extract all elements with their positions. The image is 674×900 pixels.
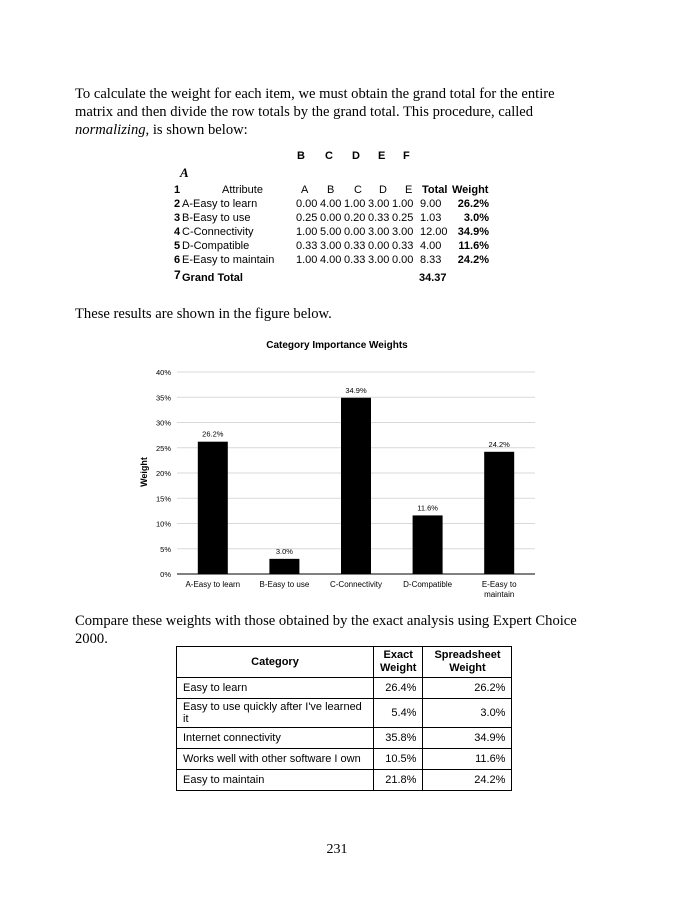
- header-exact-weight: [374, 647, 423, 678]
- chart-bar: [484, 452, 514, 574]
- comparison-category-cell: Easy to learn: [177, 678, 374, 699]
- sheet-row-total: 12.00: [420, 226, 448, 238]
- chart-category-label: D-Compatible: [403, 580, 453, 589]
- intro-paragraph: [75, 85, 595, 139]
- chart-category-label: E-Easy to: [481, 580, 517, 589]
- sheet-col-letter-c: C: [325, 150, 333, 162]
- sheet-row-value: 0.33: [392, 240, 414, 252]
- comparison-header-row: [177, 647, 512, 678]
- sheet-row-value: 0.33: [368, 212, 390, 224]
- sheet-row-value: 3.00: [392, 226, 414, 238]
- sheet-row-value: 0.25: [296, 212, 318, 224]
- sheet-header-col-b: B: [327, 184, 335, 196]
- sheet-row-value: 4.00: [320, 198, 342, 210]
- chart-data-label: 11.6%: [417, 503, 438, 513]
- sheet-row-num: 3: [174, 212, 181, 224]
- chart-category-label: maintain: [484, 590, 515, 599]
- sheet-header-col-c: C: [354, 184, 362, 196]
- comparison-table: [176, 646, 512, 791]
- sheet-col-letter-a: A: [180, 165, 189, 180]
- sheet-row-value: 0.00: [320, 212, 342, 224]
- header-exact-line1: Exact: [383, 649, 413, 661]
- comparison-exact-cell: 35.8%: [374, 728, 423, 749]
- sheet-header-weight: Weight: [452, 184, 489, 196]
- chart-bar: [413, 515, 443, 574]
- sheet-row-value: 0.20: [344, 212, 366, 224]
- chart-category-label: A-Easy to learn: [185, 580, 241, 589]
- sheet-row-weight: 11.6%: [458, 240, 489, 252]
- sheet-row-value: 1.00: [344, 198, 366, 210]
- chart-category-label: B-Easy to use: [259, 580, 310, 589]
- chart-data-label: 24.2%: [488, 439, 510, 449]
- comparison-row: [177, 770, 512, 791]
- sheet-grand-label: Grand Total: [182, 272, 243, 284]
- sheet-row-value: 0.25: [392, 212, 414, 224]
- chart-data-label: 3.0%: [275, 546, 293, 556]
- intro-emphasis: normalizing: [75, 122, 146, 138]
- comparison-exact-cell: 5.4%: [374, 699, 423, 728]
- sheet-grand-value: 34.37: [419, 272, 447, 284]
- importance-weights-chart: [135, 336, 555, 606]
- sheet-header-attribute: Attribute: [222, 184, 263, 196]
- comparison-exact-cell: 26.4%: [374, 678, 423, 699]
- compare-paragraph: Compare these weights with those obtained by the exact analysis using Expert Choice 2000.: [75, 613, 577, 647]
- sheet-col-letter-b: B: [297, 150, 305, 162]
- header-category: Category: [177, 647, 374, 678]
- sheet-row-attribute: C-Connectivity: [182, 226, 254, 238]
- sheet-row-value: 3.00: [368, 254, 390, 266]
- sheet-row-attribute: E-Easy to maintain: [182, 254, 275, 266]
- comparison-row: [177, 749, 512, 770]
- comparison-category-cell: Easy to use quickly after I've learned it: [177, 699, 374, 728]
- chart-bars: [198, 398, 514, 574]
- chart-y-tick-label: 25%: [155, 443, 171, 453]
- chart-bar: [341, 398, 371, 574]
- comparison-category-cell: Easy to maintain: [177, 770, 374, 791]
- sheet-row-value: 0.00: [368, 240, 390, 252]
- chart-y-tick-label: 10%: [155, 519, 171, 529]
- sheet-row-value: 0.33: [344, 240, 366, 252]
- sheet-grand-row-num: 7: [174, 268, 181, 282]
- sheet-header-total: Total: [422, 184, 448, 196]
- comparison-spreadsheet-cell: 26.2%: [423, 678, 512, 699]
- sheet-row-total: 8.33: [420, 254, 442, 266]
- intro-text-before: To calculate the weight for each item, we must obtain the grand total for the entire matrix and then divide the row totals by the grand total. This procedure, called: [75, 86, 555, 120]
- comparison-category-cell: Internet connectivity: [177, 728, 374, 749]
- sheet-row-value: 3.00: [368, 198, 390, 210]
- comparison-body: [177, 678, 512, 791]
- sheet-row-value: 4.00: [320, 254, 342, 266]
- sheet-row-value: 1.00: [296, 254, 318, 266]
- comparison-exact-cell: 10.5%: [374, 749, 423, 770]
- header-spreadsheet-weight: [423, 647, 512, 678]
- sheet-row-num: 5: [174, 240, 181, 252]
- chart-category-label: C-Connectivity: [329, 580, 383, 589]
- chart-y-tick-label: 40%: [155, 368, 171, 377]
- sheet-col-letter-e: E: [378, 150, 386, 162]
- sheet-row-value: 0.33: [344, 254, 366, 266]
- sheet-header-col-e: E: [405, 184, 413, 196]
- sheet-col-letter-f: F: [403, 150, 410, 162]
- comparison-row: [177, 699, 512, 728]
- chart-y-axis-label: Weight: [139, 457, 149, 487]
- comparison-exact-cell: 21.8%: [374, 770, 423, 791]
- sheet-row-value: 0.00: [296, 198, 318, 210]
- sheet-row-attribute: A-Easy to learn: [182, 198, 258, 210]
- sheet-row-value: 0.33: [296, 240, 318, 252]
- sheet-row-attribute: D-Compatible: [182, 240, 250, 252]
- sheet-row-value: 3.00: [368, 226, 390, 238]
- sheet-header-row-num: 1: [174, 184, 181, 196]
- chart-bar: [198, 442, 228, 574]
- chart-y-tick-label: 15%: [155, 494, 171, 504]
- chart-bar: [269, 559, 299, 574]
- comparison-row: [177, 728, 512, 749]
- header-exact-line2: Weight: [380, 662, 417, 674]
- sheet-col-letter-d: D: [352, 150, 360, 162]
- chart-x-categories: [185, 580, 517, 599]
- sheet-row-total: 1.03: [420, 212, 442, 224]
- comparison-row: [177, 678, 512, 699]
- sheet-row-num: 6: [174, 254, 181, 266]
- chart-data-label: 34.9%: [345, 385, 367, 395]
- page-number: 231: [326, 842, 348, 857]
- sheet-row-value: 5.00: [320, 226, 342, 238]
- chart-y-tick-label: 20%: [155, 469, 171, 478]
- comparison-spreadsheet-cell: 34.9%: [423, 728, 512, 749]
- sheet-row-attribute: B-Easy to use: [182, 212, 251, 224]
- sheet-row-weight: 26.2%: [457, 198, 489, 210]
- chart-y-tick-label: 30%: [155, 418, 171, 428]
- comparison-category-cell: Works well with other software I own: [177, 749, 374, 770]
- comparison-spreadsheet-cell: 3.0%: [423, 699, 512, 728]
- sheet-row-value: 1.00: [392, 198, 414, 210]
- chart-data-label: 26.2%: [202, 429, 224, 439]
- chart-y-ticks: [156, 368, 171, 579]
- sheet-row-weight: 34.9%: [457, 226, 489, 238]
- sheet-row-num: 2: [174, 198, 181, 210]
- header-spreadsheet-line1: Spreadsheet: [434, 649, 501, 661]
- chart-y-tick-label: 0%: [160, 570, 171, 579]
- sheet-header-col-a: A: [301, 184, 309, 196]
- comparison-spreadsheet-cell: 24.2%: [423, 770, 512, 791]
- sheet-row-weight: 24.2%: [457, 254, 489, 266]
- sheet-row-value: 1.00: [296, 226, 318, 238]
- sheet-row-weight: 3.0%: [463, 212, 489, 224]
- chart-y-tick-label: 5%: [160, 544, 171, 554]
- intro-text-after: , is shown below:: [145, 122, 248, 138]
- sheet-row-total: 9.00: [420, 198, 442, 210]
- sheet-row-value: 3.00: [320, 240, 342, 252]
- chart-y-tick-label: 35%: [155, 393, 171, 403]
- results-paragraph: These results are shown in the figure below.: [75, 306, 332, 322]
- sheet-row-value: 0.00: [392, 254, 414, 266]
- sheet-row-total: 4.00: [420, 240, 442, 252]
- sheet-row-value: 0.00: [344, 226, 366, 238]
- chart-title: Category Importance Weights: [266, 340, 408, 351]
- sheet-row-num: 4: [174, 226, 181, 238]
- header-spreadsheet-line2: Weight: [449, 662, 486, 674]
- sheet-header-col-d: D: [379, 184, 387, 196]
- comparison-spreadsheet-cell: 11.6%: [423, 749, 512, 770]
